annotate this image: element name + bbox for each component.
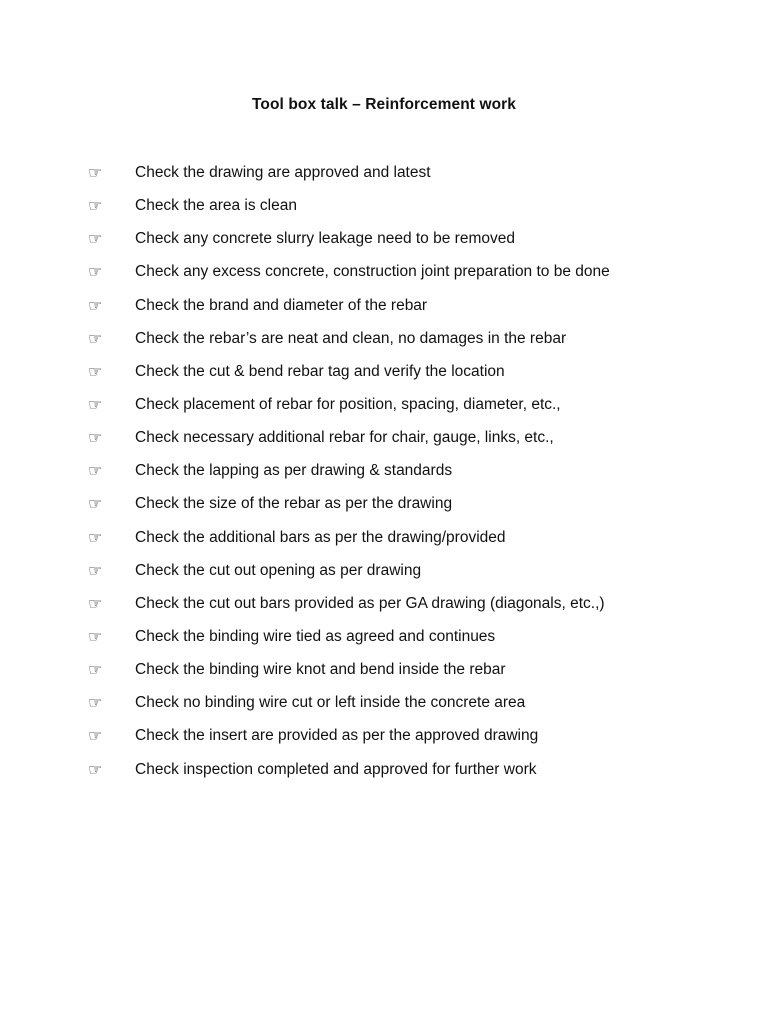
- pointing-hand-icon: ☞: [88, 229, 103, 249]
- list-item-text: Check the cut out opening as per drawing: [135, 561, 422, 579]
- list-item-text: Check the area is clean: [135, 197, 297, 215]
- checklist: [0, 162, 768, 792]
- list-item-text: Check necessary additional rebar for chair, gauge, links, etc.,: [135, 429, 554, 447]
- list-item-text: Check the binding wire knot and bend inside the rebar: [135, 661, 506, 679]
- list-item: [0, 228, 768, 261]
- list-item-text: Check the lapping as per drawing & standards: [135, 462, 453, 480]
- pointing-hand-icon: ☞: [88, 593, 103, 613]
- pointing-hand-icon: ☞: [88, 461, 103, 481]
- list-item: [0, 725, 768, 758]
- list-item-text: Check the drawing are approved and latest: [135, 164, 431, 181]
- list-item: [0, 162, 768, 195]
- list-item-text: Check the brand and diameter of the rebar: [135, 296, 428, 314]
- list-item: [0, 593, 768, 626]
- pointing-hand-icon: ☞: [88, 328, 103, 348]
- pointing-hand-icon: ☞: [88, 693, 103, 713]
- list-item-text: Check no binding wire cut or left inside the concrete area: [135, 694, 526, 712]
- pointing-hand-icon: ☞: [88, 163, 103, 182]
- list-item-text: Check inspection completed and approved for further work: [135, 760, 537, 778]
- pointing-hand-icon: ☞: [88, 428, 103, 448]
- list-item: [0, 759, 768, 792]
- page-title: Tool box talk – Reinforcement work: [251, 96, 517, 113]
- list-item-text: Check the insert are provided as per the approved drawing: [135, 727, 539, 745]
- list-item: [0, 361, 768, 394]
- pointing-hand-icon: ☞: [88, 759, 103, 779]
- list-item-text: Check the size of the rebar as per the drawing: [135, 495, 453, 513]
- list-item: [0, 692, 768, 725]
- list-item: [0, 659, 768, 692]
- list-item: [0, 195, 768, 228]
- pointing-hand-icon: ☞: [88, 527, 103, 547]
- list-item: [0, 295, 768, 328]
- pointing-hand-icon: ☞: [88, 361, 103, 381]
- list-item: [0, 427, 768, 460]
- list-item: [0, 261, 768, 294]
- pointing-hand-icon: ☞: [88, 262, 103, 282]
- list-item-text: Check the additional bars as per the drawing/provided: [135, 528, 506, 546]
- list-item-text: Check placement of rebar for position, spacing, diameter, etc.,: [135, 395, 561, 413]
- list-item-text: Check the rebar’s are neat and clean, no damages in the rebar: [135, 329, 567, 347]
- list-item: [0, 460, 768, 493]
- pointing-hand-icon: ☞: [88, 295, 103, 315]
- pointing-hand-icon: ☞: [88, 494, 103, 514]
- pointing-hand-icon: ☞: [88, 660, 103, 680]
- list-item-text: Check the binding wire tied as agreed and continues: [135, 627, 496, 645]
- list-item: [0, 527, 768, 560]
- list-item: [0, 626, 768, 659]
- pointing-hand-icon: ☞: [88, 394, 103, 414]
- list-item-text: Check any concrete slurry leakage need to be removed: [135, 230, 515, 248]
- pointing-hand-icon: ☞: [88, 196, 103, 216]
- pointing-hand-icon: ☞: [88, 626, 103, 646]
- list-item: [0, 560, 768, 593]
- list-item-text: Check any excess concrete, construction joint preparation to be done: [135, 263, 610, 281]
- list-item-text: Check the cut out bars provided as per GA drawing (diagonals, etc.,): [135, 594, 605, 612]
- list-item: [0, 328, 768, 361]
- list-item: [0, 493, 768, 526]
- pointing-hand-icon: ☞: [88, 560, 103, 580]
- list-item: [0, 394, 768, 427]
- pointing-hand-icon: ☞: [88, 726, 103, 746]
- list-item-text: Check the cut & bend rebar tag and verify the location: [135, 362, 505, 380]
